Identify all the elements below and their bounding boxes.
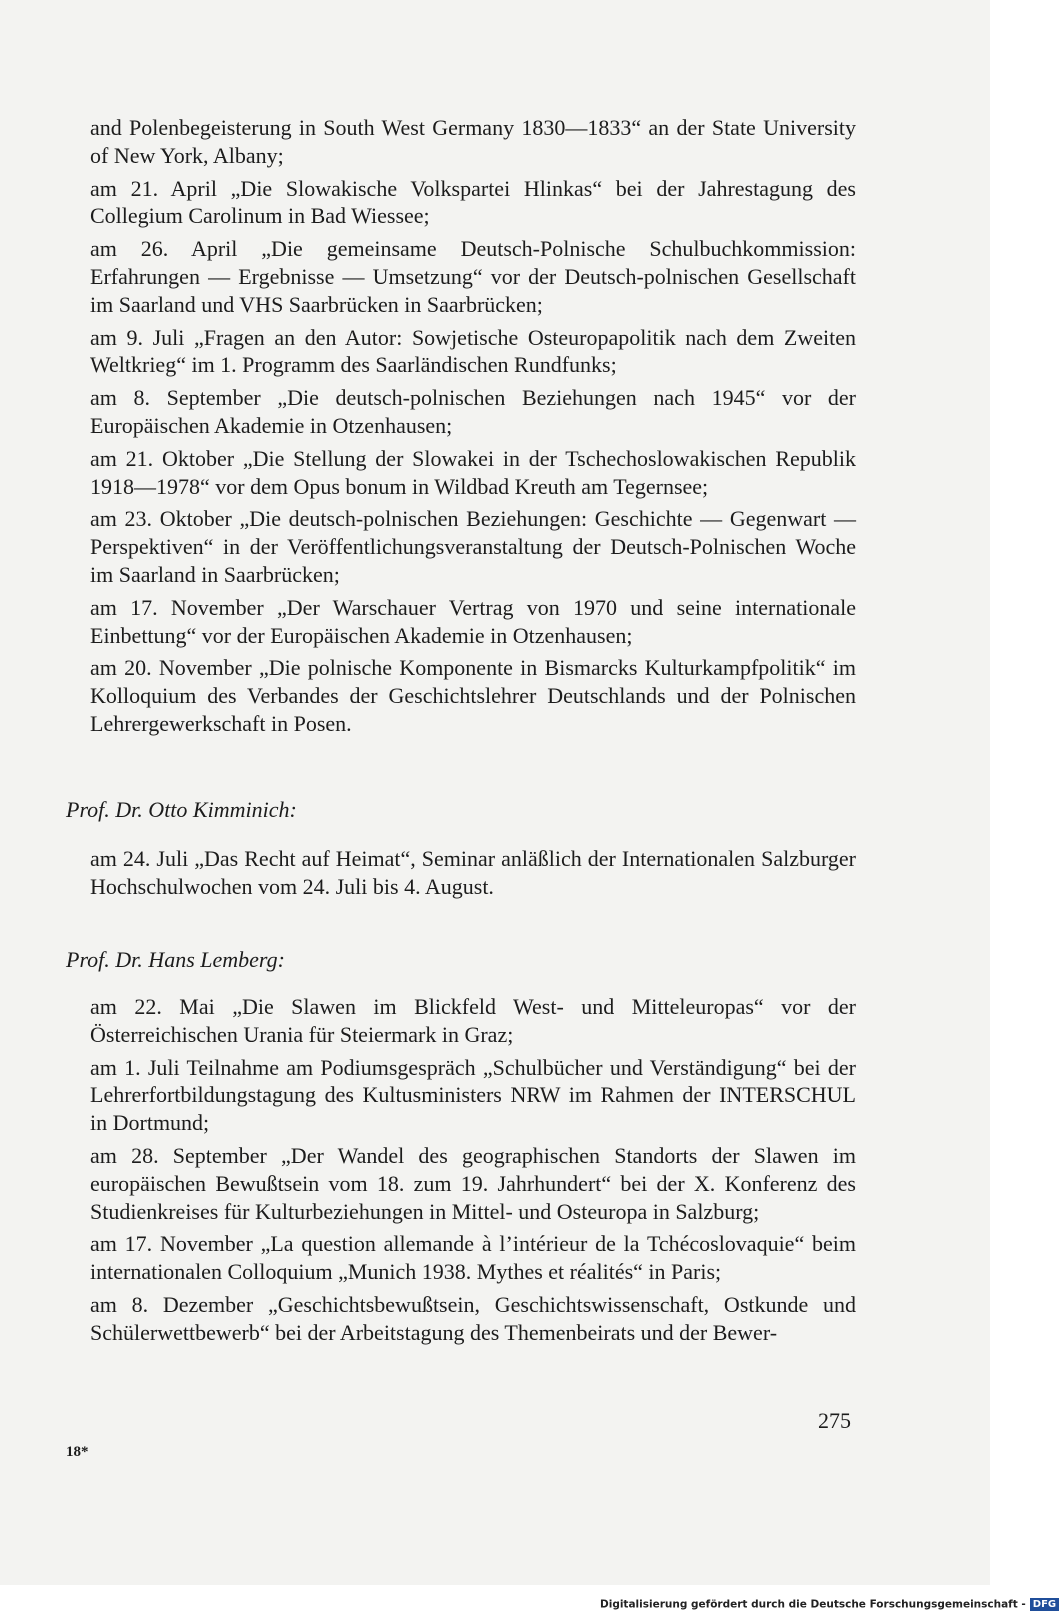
lecture-entry: am 17. November „La question allemande à l’intérieur de la Tchécoslovaquie“ beim internationalen Colloquium „Munich 1938. Mythes et réalités“ in Paris; — [90, 1231, 856, 1285]
dfg-logo-badge: DFG — [1030, 1598, 1059, 1611]
lecture-entry: am 23. Oktober „Die deutsch-polnischen Beziehungen: Geschichte — Gegenwart — Perspektiven“ in der Veröffentlichungsveranstaltung der Deutsch-Polnischen Woche im Saarland in Saarbrücken; — [90, 506, 856, 587]
lecture-entry: am 1. Juli Teilnahme am Podiumsgespräch „Schulbücher und Verständigung“ bei der Lehrerfortbildungstagung des Kultusministers NRW im Rahmen der INTERSCHUL in Dortmund; — [90, 1054, 856, 1136]
lecture-entry: and Polenbegeisterung in South West Germany 1830—1833“ an der State University of New York, Albany; — [90, 115, 856, 168]
lecture-entry: am 17. November „Der Warschauer Vertrag von 1970 und seine internationale Einbettung“ vor der Europäischen Akademie in Otzenhausen; — [90, 594, 856, 648]
person-heading-kimminich: Prof. Dr. Otto Kimminich: — [66, 797, 297, 822]
digitization-footer — [600, 1598, 1059, 1611]
lecture-entry: am 24. Juli „Das Recht auf Heimat“, Seminar anläßlich der Internationalen Salzburger Hochschulwochen vom 24. Juli bis 4. August. — [90, 846, 856, 899]
person-heading-lemberg: Prof. Dr. Hans Lemberg: — [66, 947, 285, 972]
footer-text: Digitalisierung gefördert durch die Deutsche Forschungsgemeinschaft - — [600, 1598, 1026, 1611]
lecture-entry: am 21. April „Die Slowakische Volkspartei Hlinkas“ bei der Jahrestagung des Collegium Carolinum in Bad Wiessee; — [90, 175, 856, 229]
lecture-list-lemberg — [90, 993, 856, 1352]
lecture-entry: am 8. Dezember „Geschichtsbewußtsein, Geschichtswissenschaft, Ostkunde und Schülerwettbewerb“ bei der Arbeitstagung des Themenbeirats und der Bewer- — [90, 1291, 856, 1345]
lecture-entry: am 22. Mai „Die Slawen im Blickfeld West- und Mitteleuropas“ vor der Österreichischen Urania für Steiermark in Graz; — [90, 994, 856, 1047]
lecture-entry: am 20. November „Die polnische Komponente in Bismarcks Kulturkampfpolitik“ im Kolloquium des Verbandes der Geschichtslehrer Deutschlands und der Polnischen Lehrergewerkschaft in Posen. — [90, 655, 856, 736]
lecture-entry: am 21. Oktober „Die Stellung der Slowakei in der Tschechoslowakischen Republik 1918—1978“ vor dem Opus bonum in Wildbad Kreuth am Tegernsee; — [90, 445, 856, 499]
lecture-entry: am 28. September „Der Wandel des geographischen Standorts der Slawen im europäischen Bewußtsein vom 18. zum 19. Jahrhundert“ bei der X. Konferenz des Studienkreises für Kulturbeziehungen in Mittel- und Osteuropa in Salzburg; — [90, 1142, 856, 1224]
lecture-list-continued — [90, 114, 856, 743]
lecture-entry: am 9. Juli „Fragen an den Autor: Sowjetische Osteuropapolitik nach dem Zweiten Weltkrieg“ im 1. Programm des Saarländischen Rundfunks; — [90, 324, 856, 378]
signature-mark: 18* — [66, 1444, 89, 1460]
lecture-entry: am 8. September „Die deutsch-polnischen Beziehungen nach 1945“ vor der Europäischen Akademie in Otzenhausen; — [90, 385, 856, 438]
page-number: 275 — [818, 1408, 851, 1433]
lecture-entry: am 26. April „Die gemeinsame Deutsch-Polnische Schulbuchkommission: Erfahrungen — Ergebnisse — Umsetzung“ vor der Deutsch-polnischen Gesellschaft im Saarland und VHS Saarbrücken in Saarbrücken; — [90, 236, 856, 317]
lecture-list-kimminich — [90, 845, 856, 906]
